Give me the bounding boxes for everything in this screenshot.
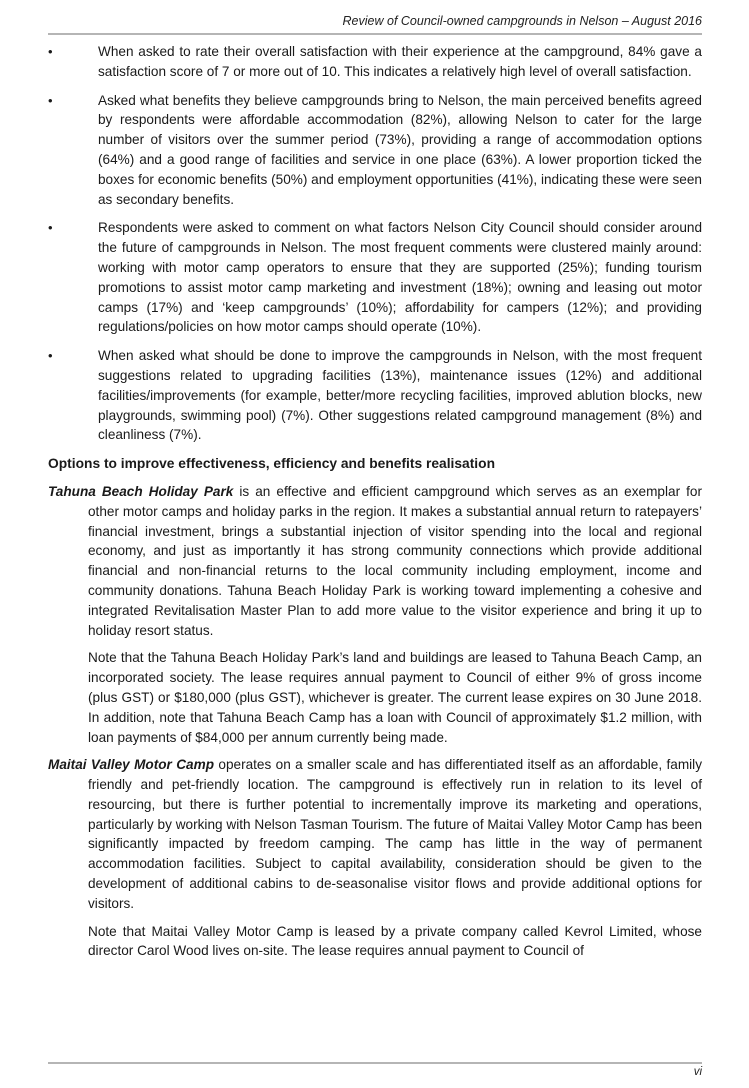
bullet-text: Asked what benefits they believe campgrounds bring to Nelson, the main perceived benefits agreed by respondents were affordable accommodation (82%), allowing Nelson to cater for the large number of visitors over the summer period (73%), providing a range of accommodation options (64%) and a good range of facilities and service in one place (63%). A lower proportion ticked the boxes for economic benefits (50%) and employment opportunities (41%), indicating these were seen as secondary benefits. (98, 92, 702, 207)
footer-rule (48, 1062, 702, 1064)
bullet-text: When asked what should be done to improve the campgrounds in Nelson, with the most frequent suggestions related to upgrading facilities (13%), maintenance issues (12%) and additional facilities/improvements (for example, better/more recycling facilities, improved ablution blocks, new playgrounds, swimming pool) (7%). Other suggestions related campground management (8%) and cleanliness (7%). (98, 348, 702, 443)
bullet-marker: • (48, 92, 53, 108)
section-heading: Options to improve effectiveness, efficiency and benefits realisation (48, 456, 495, 472)
running-header: Review of Council-owned campgrounds in Nelson – August 2016 (342, 14, 702, 28)
tahuna-text: is an effective and efficient campground which serves as an exemplar for other motor camps and holiday parks in the region. It makes a substantial annual return to ratepayers’ financial investment, brings a substantial injection of visitor spending into the local and regional economy, and just as importantly it has strong community connections which provide additional financial and non-financial returns to the local community including employment, income and community donations. Tahuna Beach Holiday Park is working toward implementing a cohesive and integrated Revitalisation Master Plan to add more value to the visitor experience and bring it up to holiday resort status. (88, 483, 702, 638)
tahuna-lead: Tahuna Beach Holiday Park (48, 483, 234, 499)
bullet-item (48, 346, 702, 445)
bullet-item (48, 218, 702, 337)
maitai-text: operates on a smaller scale and has differentiated itself as an affordable, family friendly and pet-friendly location. The campground is effectively run in relation to its level of resourcing, but there is further potential to incrementally improve its marketing and operations, particularly by working with Nelson Tasman Tourism. The future of Maitai Valley Motor Camp has been significantly impacted by freedom camping. The camp has little in the way of permanent accommodation facilities. Subject to capital availability, consideration should be given to the development of additional cabins to de-seasonalise visitor flows and provide additional options for visitors. (88, 757, 702, 911)
tahuna-paragraph (48, 482, 702, 640)
maitai-paragraph (48, 755, 702, 913)
bullet-marker: • (48, 44, 53, 59)
bullet-marker: • (48, 220, 53, 236)
bullet-marker: • (48, 348, 53, 364)
page-body (48, 42, 702, 969)
bullet-text: When asked to rate their overall satisfaction with their experience at the campground, 84% gave a satisfaction score of 7 or more out of 10. This indicates a relatively high level of overall satisfaction. (98, 44, 702, 79)
bullet-text: Respondents were asked to comment on what factors Nelson City Council should consider around the future of campgrounds in Nelson. The most frequent comments were clustered mainly around: working with motor camp operators to ensure that they are supported (25%); funding tourism promotions to assist motor camp marketing and investment (18%); owning and leasing out motor camps (17%) and ‘keep campgrounds’ (10%); affordability for campers (12%); and providing regulations/policies on how motor camps should operate (10%). (98, 220, 702, 335)
maitai-lead: Maitai Valley Motor Camp (48, 757, 214, 773)
tahuna-note: Note that the Tahuna Beach Holiday Park’s land and buildings are leased to Tahuna Beach Camp, an incorporated society. The lease requires annual payment to Council of either 9% of gross income (plus GST) or $180,000 (plus GST), whichever is greater. The current lease expires on 30 June 2018. In addition, note that Tahuna Beach Camp has a loan with Council of approximately $1.2 million, with loan payments of $84,000 per annum currently being made. (88, 650, 702, 745)
maitai-note: Note that Maitai Valley Motor Camp is leased by a private company called Kevrol Limited, whose director Carol Wood lives on-site. The lease requires annual payment to Council of (88, 923, 702, 959)
bullet-item (48, 91, 702, 210)
bullet-item (48, 42, 702, 82)
page-number: vi (693, 1066, 702, 1078)
header-rule (48, 33, 702, 35)
